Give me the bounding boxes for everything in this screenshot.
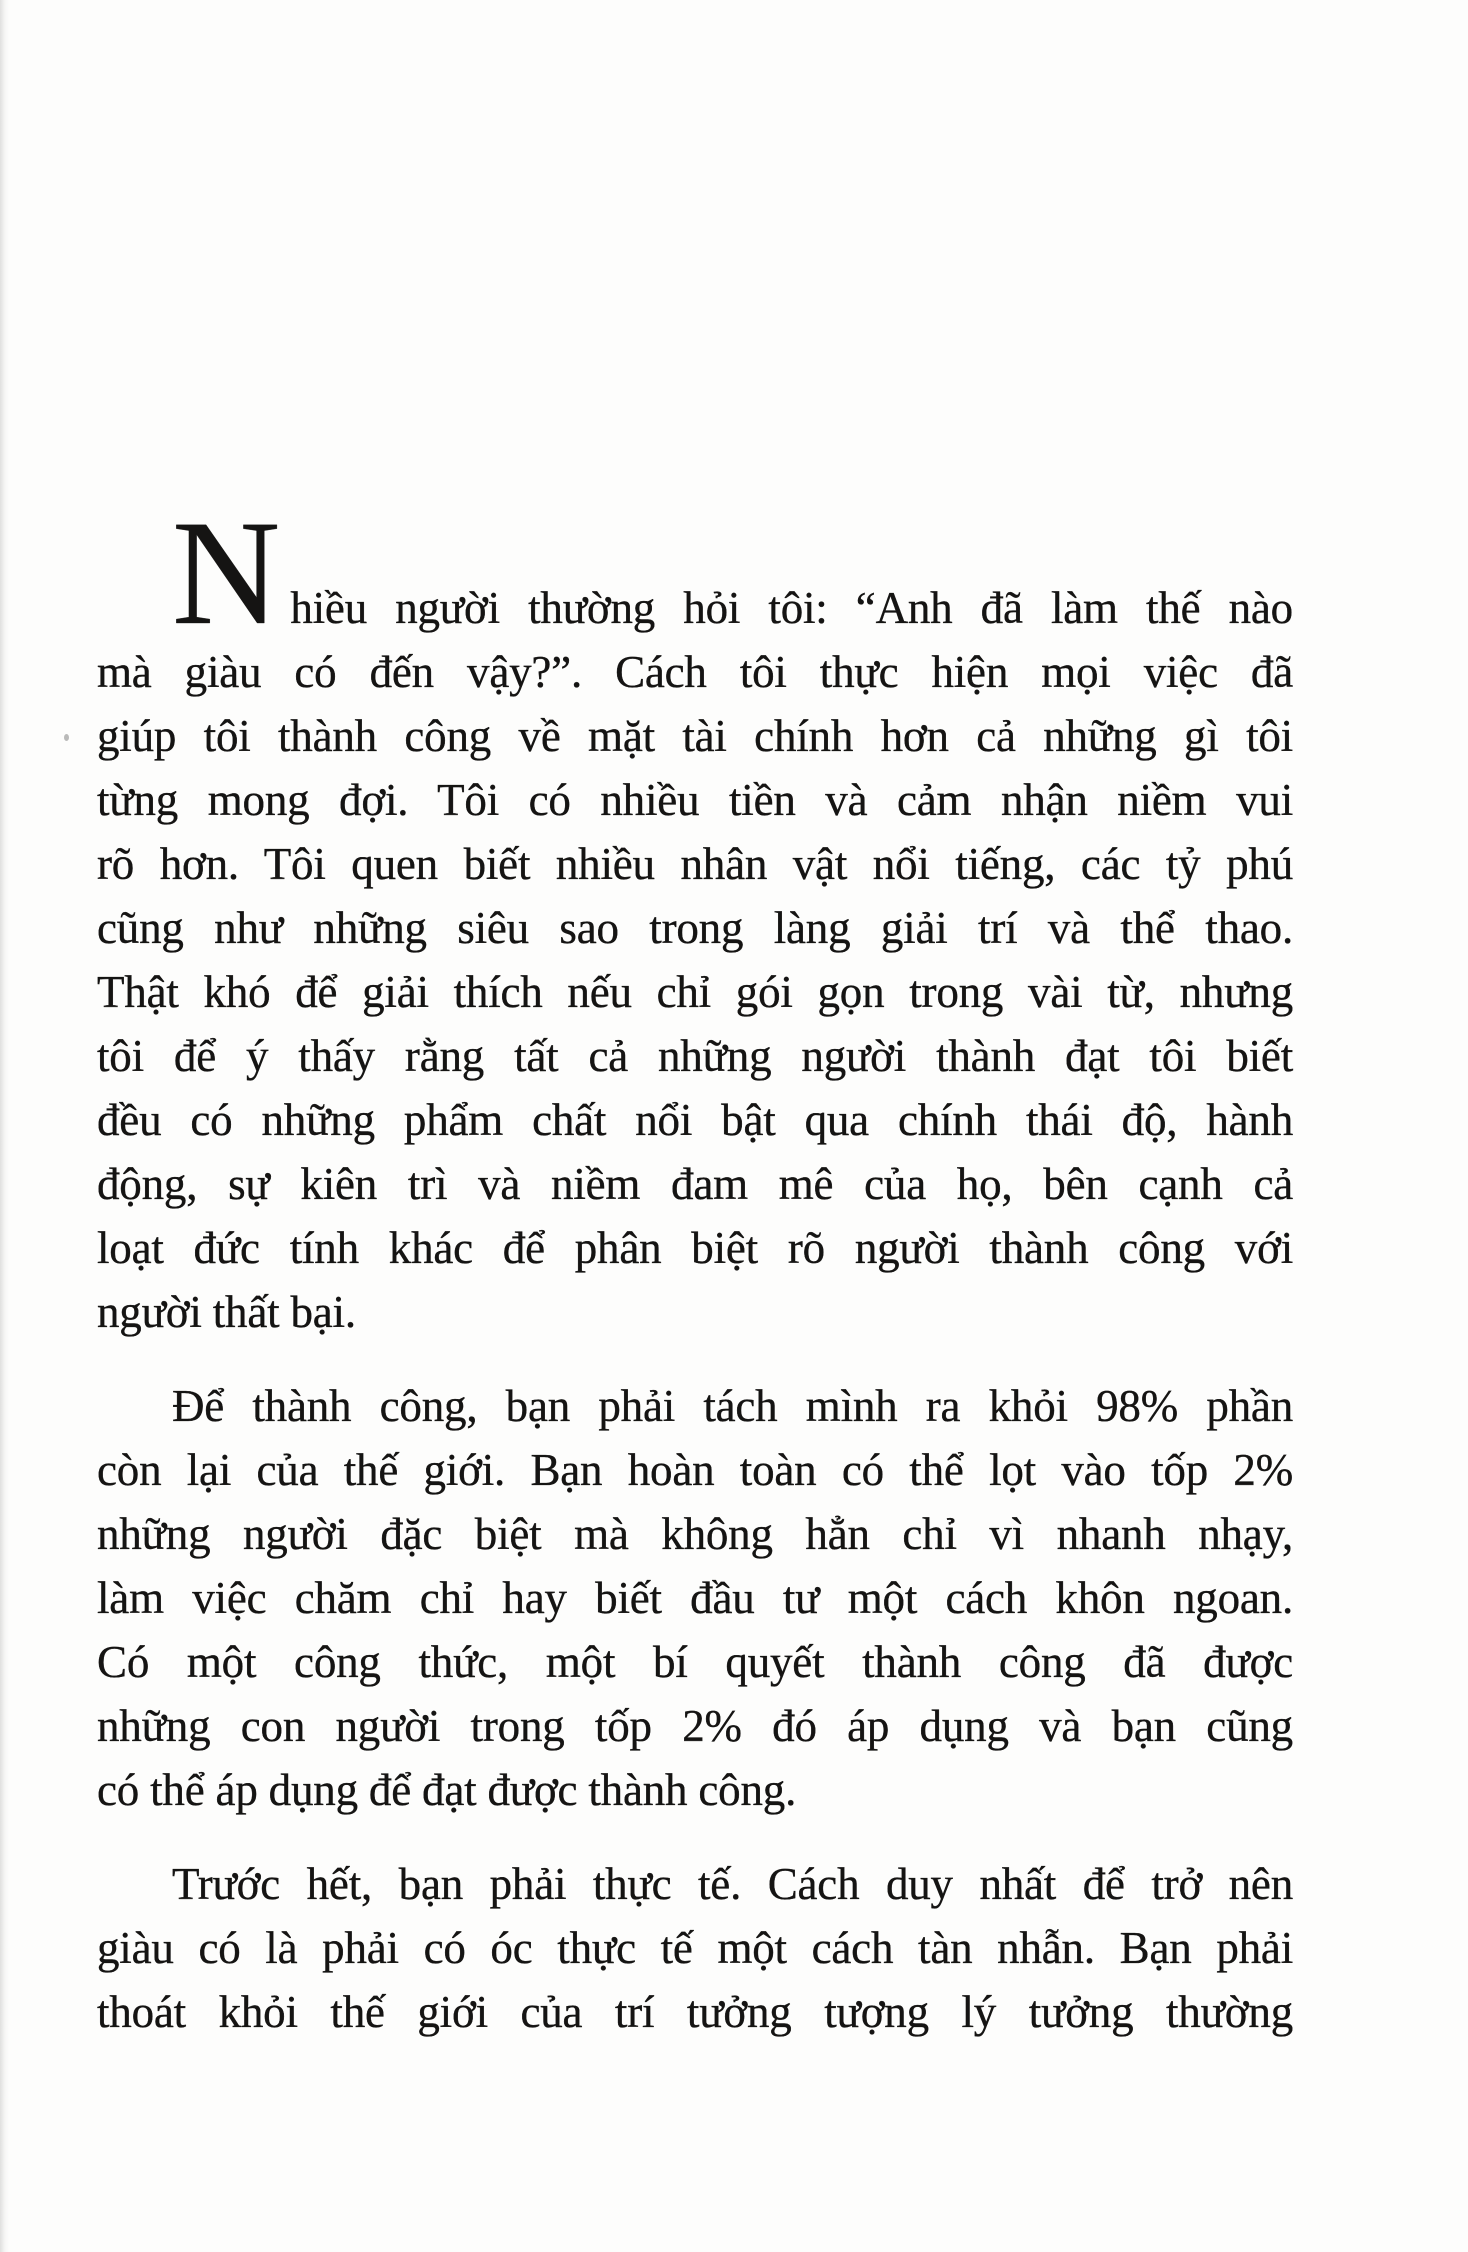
paragraph (97, 1374, 1293, 1822)
text-line: động, sự kiên trì và niềm đam mê của họ, bên cạnh cả (97, 1159, 1293, 1209)
page-edge-shadow (0, 0, 9, 2252)
text-line: cũng như những siêu sao trong làng giải trí và thể thao. (97, 903, 1293, 953)
text-line: những con người trong tốp 2% đó áp dụng và bạn cũng (97, 1701, 1293, 1751)
text-line: mà giàu có đến vậy?”. Cách tôi thực hiện mọi việc đã (97, 647, 1293, 697)
text-line: tôi để ý thấy rằng tất cả những người thành đạt tôi biết (97, 1031, 1293, 1081)
text-line: giúp tôi thành công về mặt tài chính hơn cả những gì tôi (97, 711, 1293, 761)
drop-cap: N (172, 490, 281, 656)
text-line: có thể áp dụng để đạt được thành công. (97, 1765, 797, 1815)
text-line: người thất bại. (97, 1287, 356, 1337)
scan-speck (64, 734, 69, 741)
paragraph (97, 490, 1293, 1344)
text-line: đều có những phẩm chất nổi bật qua chính thái độ, hành (97, 1095, 1293, 1145)
paragraph (97, 1852, 1293, 2044)
text-line: từng mong đợi. Tôi có nhiều tiền và cảm nhận niềm vui (97, 775, 1293, 825)
text-line: loạt đức tính khác để phân biệt rõ người thành công với (97, 1223, 1293, 1273)
text-line: Nhiều người thường hỏi tôi: “Anh đã làm thế nào (172, 490, 1293, 656)
text-line: còn lại của thế giới. Bạn hoàn toàn có thể lọt vào tốp 2% (97, 1445, 1293, 1495)
text-line: Để thành công, bạn phải tách mình ra khỏi 98% phần (172, 1381, 1293, 1431)
text-line: thoát khỏi thế giới của trí tưởng tượng lý tưởng thường (97, 1987, 1293, 2037)
text-line: Trước hết, bạn phải thực tế. Cách duy nhất để trở nên (172, 1859, 1293, 1909)
text-line: Thật khó để giải thích nếu chỉ gói gọn trong vài từ, nhưng (97, 967, 1293, 1017)
text-line: những người đặc biệt mà không hẳn chỉ vì nhanh nhạy, (97, 1509, 1293, 1559)
text-line: làm việc chăm chỉ hay biết đầu tư một cách khôn ngoan. (97, 1573, 1293, 1623)
text-line: rõ hơn. Tôi quen biết nhiều nhân vật nổi tiếng, các tỷ phú (97, 839, 1293, 889)
text-line: giàu có là phải có óc thực tế một cách tàn nhẫn. Bạn phải (97, 1923, 1293, 1973)
text-line: Có một công thức, một bí quyết thành công đã được (97, 1637, 1293, 1687)
page-text-block (97, 490, 1293, 2044)
